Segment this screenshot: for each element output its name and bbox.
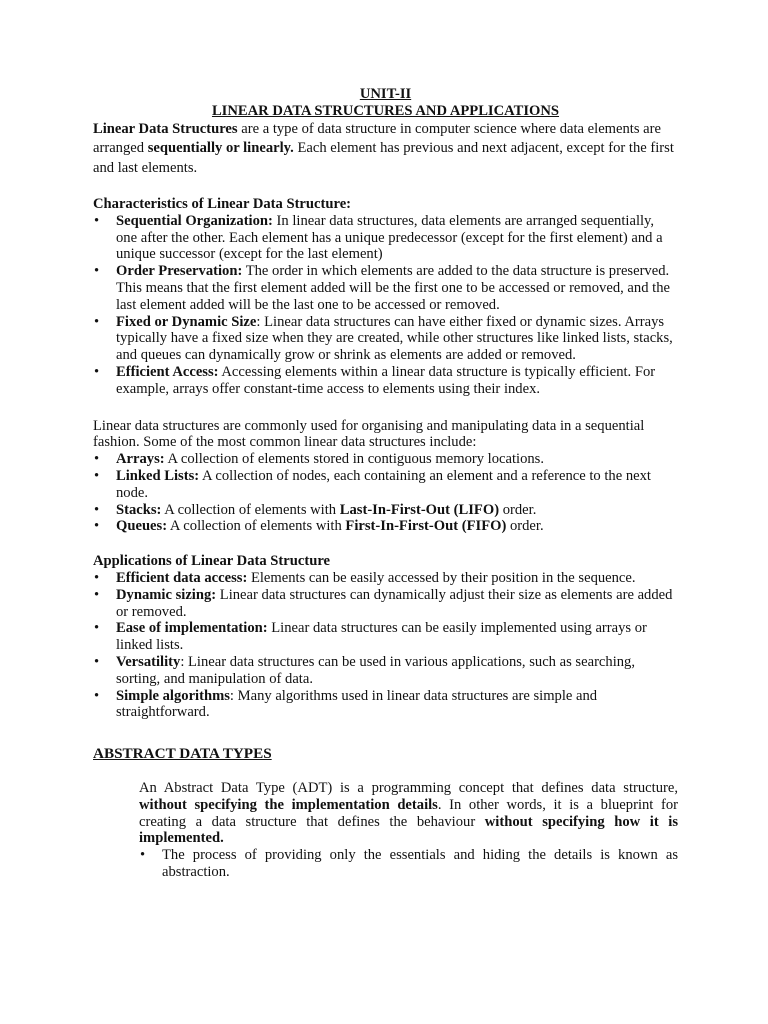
bullet-icon: • [94, 263, 100, 280]
common-types-list [93, 451, 678, 535]
adt-text-2: . In other words, it is a blueprint for creating a data structure that defines the behaviour [139, 796, 678, 830]
item-bold: Last-In-First-Out (LIFO) [339, 501, 500, 518]
applications-heading: Applications of Linear Data Structure [93, 553, 331, 570]
page-content [93, 86, 678, 881]
intro-bold: sequentially or linearly. [147, 140, 294, 157]
bullet-icon: • [94, 212, 100, 229]
list-item [93, 314, 678, 364]
intro-text-1: are a type of data structure in computer science where data elements are arranged [93, 120, 661, 157]
list-item [93, 518, 678, 535]
intro-term: Linear Data Structures [93, 120, 238, 137]
bullet-icon: • [94, 687, 100, 704]
item-term: Fixed or Dynamic Size [116, 313, 257, 330]
item-text: Accessing elements within a linear data structure is typically efficient. For example, arrays offer constant-time access to elements using their index. [116, 364, 656, 397]
common-use-paragraph: Linear data structures are commonly used for organising and manipulating data in a sequential fashion. Some of the most common linear data structures include: [93, 417, 645, 451]
adt-list [139, 847, 678, 881]
item-text: : Many algorithms used in linear data structures are simple and straightforward. [116, 687, 598, 721]
item-term: Efficient data access: [116, 570, 248, 587]
list-item [93, 570, 678, 587]
item-text: A collection of elements with [167, 518, 346, 535]
chapter-title: LINEAR DATA STRUCTURES AND APPLICATIONS [211, 102, 560, 119]
item-text: Linear data structures can dynamically adjust their size as elements are added or removed. [116, 586, 673, 620]
bullet-icon: • [94, 501, 100, 518]
bullet-icon: • [94, 586, 100, 603]
characteristics-list [93, 213, 678, 398]
list-item [93, 654, 678, 688]
adt-heading: ABSTRACT DATA TYPES [93, 745, 272, 763]
bullet-icon: • [94, 620, 100, 637]
item-term: Order Preservation: [116, 263, 243, 280]
adt-section [139, 780, 678, 881]
adt-paragraph [139, 780, 678, 847]
item-text: A collection of nodes, each containing an element and a reference to the next node. [116, 468, 651, 501]
list-item [93, 468, 678, 502]
list-item [93, 213, 678, 263]
intro-text-2: Each element has previous and next adjacent, except for the first and last elements. [93, 140, 674, 176]
list-item [93, 620, 678, 654]
item-term: Arrays: [116, 451, 165, 468]
item-text: order. [506, 518, 544, 535]
bullet-icon: • [94, 313, 100, 330]
characteristics-heading: Characteristics of Linear Data Structure: [93, 196, 352, 213]
item-text: A collection of elements stored in contiguous memory locations. [164, 451, 545, 468]
bullet-icon: • [94, 468, 100, 485]
item-term: Simple algorithms [116, 687, 230, 704]
item-text: The process of providing only the essentials and hiding the details is known as abstraction. [162, 847, 678, 880]
adt-text-1: An Abstract Data Type (ADT) is a programming concept that defines data structure, [139, 780, 678, 796]
adt-bold-2: without specifying how it is implemented. [139, 813, 678, 847]
item-term: Efficient Access: [116, 364, 219, 381]
intro-paragraph [93, 120, 678, 179]
bullet-icon: • [140, 847, 146, 864]
item-bold: First-In-First-Out (FIFO) [345, 518, 507, 535]
bullet-icon: • [94, 364, 100, 381]
item-text: A collection of elements with [161, 501, 340, 518]
item-term: Stacks: [116, 501, 162, 518]
item-text: : Linear data structures can be used in various applications, such as searching, sorting, and manipulation of data. [116, 654, 635, 687]
list-item [93, 587, 678, 621]
bullet-icon: • [94, 451, 100, 468]
list-item [93, 688, 678, 722]
list-item [139, 847, 678, 881]
list-item [93, 263, 678, 313]
item-term: Linked Lists: [116, 468, 200, 485]
bullet-icon: • [94, 654, 100, 671]
item-text: The order in which elements are added to the data structure is preserved. This means that the first element added will be the first one to be accessed or removed, and the last element added will be the last one to be accessed or removed. [116, 263, 670, 313]
adt-bold-1: without specifying the implementation details [139, 796, 438, 813]
applications-list [93, 570, 678, 721]
item-text: In linear data structures, data elements are arranged sequentially, one after the other. Each element has a unique predecessor (except for the first element) and a unique successor (except for the last element) [116, 212, 663, 263]
list-item [93, 451, 678, 468]
item-text: Elements can be easily accessed by their position in the sequence. [247, 570, 636, 587]
list-item [93, 364, 678, 398]
list-item [93, 502, 678, 519]
unit-heading: UNIT-II [359, 86, 412, 102]
item-term: Dynamic sizing: [116, 586, 217, 603]
item-text: : Linear data structures can have either fixed or dynamic sizes. Arrays typically have a fixed size when they are created, while other structures like linked lists, stacks, and queues can dynamically grow or shrink as elements are added or removed. [116, 313, 673, 364]
item-text: Linear data structures can be easily implemented using arrays or linked lists. [116, 620, 647, 654]
bullet-icon: • [94, 570, 100, 587]
bullet-icon: • [94, 518, 100, 535]
item-term: Sequential Organization: [116, 212, 273, 229]
item-text: order. [499, 501, 537, 518]
item-term: Ease of implementation: [116, 620, 268, 637]
item-term: Queues: [116, 518, 168, 535]
item-term: Versatility [116, 654, 181, 671]
